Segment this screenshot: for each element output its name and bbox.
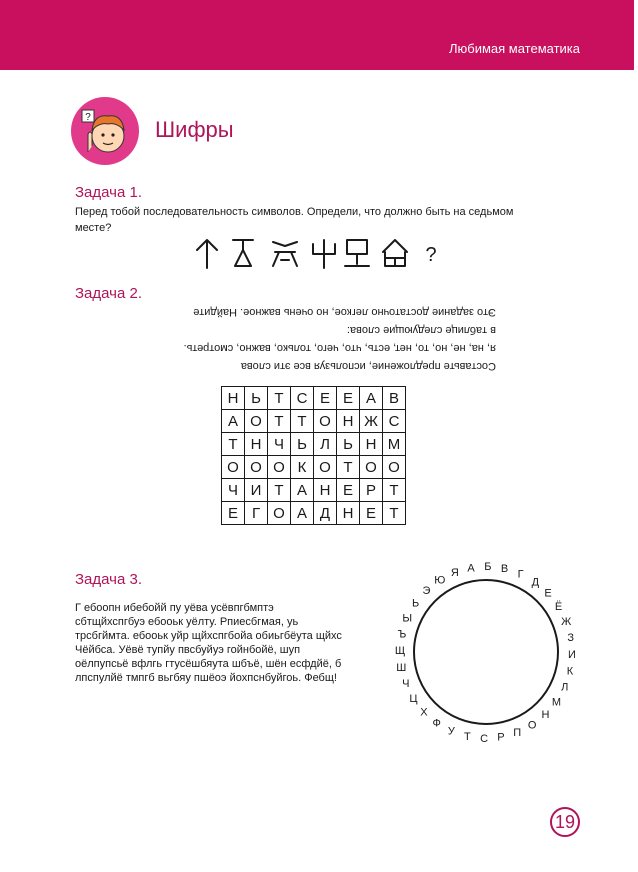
grid-cell: Н <box>360 433 383 456</box>
alphabet-letter: А <box>467 562 475 575</box>
grid-cell: Т <box>268 479 291 502</box>
grid-cell: Н <box>337 502 360 525</box>
grid-row <box>222 387 406 410</box>
alphabet-letter: Д <box>531 576 540 589</box>
cipher-line: сбтщйхспгбуэ ебооьк уёлту. Рпиесбгмая, уь <box>75 616 299 628</box>
grid-cell: Т <box>383 479 406 502</box>
grid-cell: Ь <box>245 387 268 410</box>
cipher-line: Чёйбса. Уёвё тупйу пвсбуйуэ гойнбойё, шуп <box>75 644 301 656</box>
grid-cell: Е <box>222 502 245 525</box>
alphabet-letter: С <box>480 733 489 745</box>
grid-cell: И <box>245 479 268 502</box>
task1-title: Задача 1. <box>75 184 143 201</box>
mirrored-line-2: в таблице следующие слова: <box>346 324 496 336</box>
symbol-2-icon <box>233 240 253 266</box>
grid-cell: О <box>268 502 291 525</box>
grid-cell: О <box>222 456 245 479</box>
svg-text:?: ? <box>85 112 91 123</box>
grid-cell: Т <box>268 387 291 410</box>
grid-cell: А <box>291 502 314 525</box>
question-mark: ? <box>425 244 437 266</box>
grid-cell: Т <box>337 456 360 479</box>
grid-cell: С <box>383 410 406 433</box>
alphabet-letter: Ж <box>561 615 572 628</box>
grid-cell: Н <box>245 433 268 456</box>
alphabet-letter: Б <box>484 561 492 573</box>
grid-cell: Ч <box>222 479 245 502</box>
grid-cell: Е <box>337 479 360 502</box>
alphabet-letter: Ч <box>402 678 410 691</box>
alphabet-letter: К <box>566 665 574 678</box>
mirrored-line-1: Это задание достаточно легкое, но очень важное. Найдите <box>193 306 496 318</box>
alphabet-letter: Ь <box>411 597 420 610</box>
alphabet-letter: Ъ <box>397 628 407 641</box>
grid-cell: Р <box>360 479 383 502</box>
header-band <box>0 0 634 70</box>
grid-row <box>222 433 406 456</box>
grid-cell: О <box>245 410 268 433</box>
alphabet-letter: Ы <box>402 612 413 625</box>
alphabet-letter: Р <box>497 731 505 744</box>
grid-row <box>222 410 406 433</box>
alphabet-letter: Т <box>464 731 471 743</box>
task2-title: Задача 2. <box>75 285 143 302</box>
symbol-3-icon <box>273 242 297 266</box>
alphabet-letter: М <box>551 696 561 709</box>
alphabet-letter: Ю <box>434 574 446 587</box>
alphabet-letter: О <box>527 719 537 732</box>
alphabet-letter: Е <box>544 587 552 600</box>
grid-cell: О <box>314 456 337 479</box>
alphabet-letter: З <box>567 632 575 645</box>
grid-cell: Н <box>222 387 245 410</box>
cipher-line: лпспулйё тмпгб вьгбяу пшёоэ йохпснбуйгоь. Фебщ! <box>75 672 337 684</box>
grid-cell: О <box>268 456 291 479</box>
cipher-line: оёлпупсьё вфлгь гтусёшбяута шбъё, шён есфдйё, б <box>75 658 342 670</box>
alphabet-letter: Щ <box>394 645 406 658</box>
alphabet-letter: Л <box>561 681 569 694</box>
grid-cell: В <box>383 387 406 410</box>
thinking-boy-icon <box>70 96 140 166</box>
grid-cell: М <box>383 433 406 456</box>
cipher-line: трсбгймта. ебооьк уйр щйхспгбойа обиьгбёута щйхс <box>75 630 342 642</box>
alphabet-letter: П <box>513 727 522 740</box>
grid-cell: Д <box>314 502 337 525</box>
grid-cell: Г <box>245 502 268 525</box>
alphabet-letter: В <box>500 563 509 575</box>
section-title: Любимая математика <box>448 41 580 56</box>
task3-title: Задача 3. <box>75 571 143 588</box>
grid-cell: Л <box>314 433 337 456</box>
task1-text: Перед тобой последовательность символов. Определи, что должно быть на седьмом месте? <box>75 206 514 234</box>
symbol-6-icon <box>383 240 407 266</box>
alphabet-letter: Ё <box>554 600 563 613</box>
grid-cell: А <box>360 387 383 410</box>
symbol-1-icon <box>197 240 217 268</box>
grid-cell: О <box>383 456 406 479</box>
alphabet-letter: Ш <box>396 661 407 674</box>
symbol-4-icon <box>313 240 335 268</box>
grid-cell: А <box>291 479 314 502</box>
grid-row <box>222 479 406 502</box>
grid-cell: О <box>245 456 268 479</box>
grid-cell: О <box>360 456 383 479</box>
alphabet-letter: Я <box>450 566 459 579</box>
alphabet-letter: Н <box>541 709 550 722</box>
symbol-5-icon <box>345 240 369 266</box>
grid-cell: Е <box>360 502 383 525</box>
mirrored-line-3: я, на, не, но, то, нет, есть, что, чего, только, важно, смотреть. <box>183 342 496 354</box>
alphabet-letter: Г <box>517 568 524 581</box>
grid-row <box>222 456 406 479</box>
grid-cell: Ж <box>360 410 383 433</box>
grid-cell: Т <box>222 433 245 456</box>
grid-cell: Т <box>268 410 291 433</box>
grid-cell: О <box>314 410 337 433</box>
grid-cell: К <box>291 456 314 479</box>
alphabet-letter: Э <box>422 584 431 597</box>
grid-cell: Ь <box>291 433 314 456</box>
alphabet-wheel <box>386 552 586 752</box>
alphabet-letter: Ц <box>409 693 418 706</box>
alphabet-letter: Х <box>420 706 428 719</box>
grid-row <box>222 502 406 525</box>
alphabet-letter: У <box>447 725 455 738</box>
grid-cell: Т <box>291 410 314 433</box>
mirrored-line-4: Составьте предложение, используя все эти слова <box>240 360 496 372</box>
cipher-text <box>75 601 375 685</box>
grid-cell: Е <box>337 387 360 410</box>
grid-cell: Ч <box>268 433 291 456</box>
letter-grid <box>221 386 406 525</box>
cipher-line: Г ебоопн ибебойй пу уёва усёвпгбмптэ <box>75 602 274 614</box>
grid-cell: Т <box>383 502 406 525</box>
grid-cell: Ь <box>337 433 360 456</box>
grid-cell: С <box>291 387 314 410</box>
alphabet-letter: Ф <box>432 717 441 730</box>
alphabet-letter: И <box>568 648 576 661</box>
symbol-sequence <box>195 236 445 270</box>
grid-cell: Н <box>337 410 360 433</box>
grid-cell: А <box>222 410 245 433</box>
wheel-circle <box>411 580 558 724</box>
page-number: 19 <box>550 807 580 837</box>
page-title: Шифры <box>155 117 234 142</box>
grid-cell: Е <box>314 387 337 410</box>
grid-cell: Н <box>314 479 337 502</box>
